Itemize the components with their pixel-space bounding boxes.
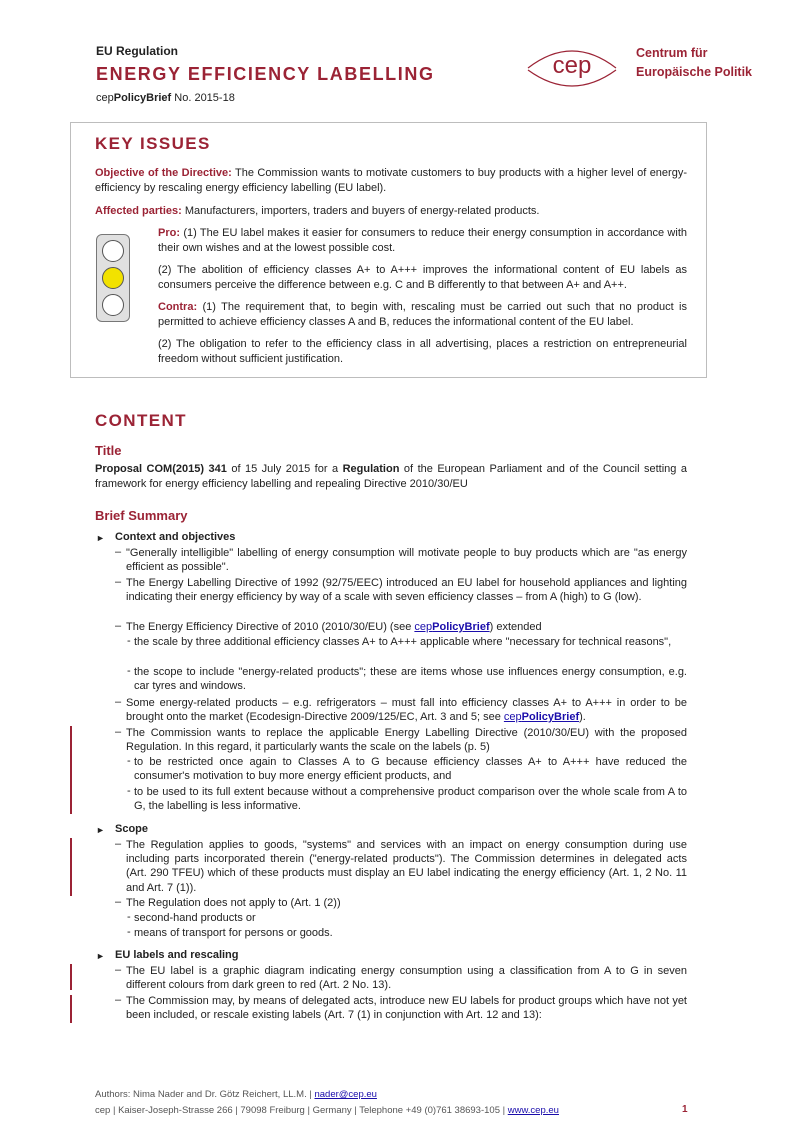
proposal-text: of the European Parliament and of the Council setting a framework for energy efficiency labelling and repealing Directive 2010/30/EU <box>95 463 687 490</box>
scope-item-1: The Regulation applies to goods, "systems" and services with an impact on energy consumption during use including parts incorporated therein ("energy-related products"). The Commission determines in delegated acts (Art. 290 TFEU) which of these products must display an EU label indicating the energy efficiency (Art. 1, 2 No. 11 and Art. 7 (1)). <box>126 839 687 894</box>
change-marker <box>70 964 72 990</box>
author-email-link[interactable]: nader@cep.eu <box>314 1089 377 1100</box>
sub-dash-icon: - <box>127 785 131 797</box>
link-policybrief: PolicyBrief <box>521 711 580 724</box>
context-item-4-end: ). <box>579 711 586 724</box>
dash-icon: – <box>115 726 122 738</box>
brief-no: No. 2015-18 <box>171 92 235 104</box>
pro-1-paragraph <box>158 226 687 255</box>
key-issues-title: KEY ISSUES <box>95 134 211 153</box>
pro-label: Pro: <box>158 227 180 239</box>
contra-1-paragraph <box>158 300 687 329</box>
link-policybrief: PolicyBrief <box>432 621 490 633</box>
context-item-5: The Commission wants to replace the applicable Energy Labelling Directive (2010/30/EU) with the proposed Regulation. In this regard, it particularly wants the scale on the labels (p. 5) <box>126 727 687 754</box>
traffic-light-icon <box>96 234 130 322</box>
objective-paragraph <box>95 166 687 195</box>
link-cep: cep <box>414 621 433 633</box>
traffic-light-middle-lamp-yellow <box>102 267 124 289</box>
labels-item-1: The EU label is a graphic diagram indicating energy consumption using a classification from A to G in seven different colours from dark green to red (Art. 2 No. 13). <box>126 965 687 992</box>
context-item-1: "Generally intelligible" labelling of energy consumption will motivate people to buy products which are "as energy efficient as possible". <box>126 547 687 574</box>
sub-dash-icon: - <box>127 911 131 923</box>
parties-label: Affected parties: <box>95 205 182 217</box>
context-item-5-sub-2: to be used to its full extent because without a comprehensive product comparison over the whole scale from A to G, the labelling is less informative. <box>134 786 687 813</box>
sub-dash-icon: - <box>127 665 131 677</box>
proposal-paragraph <box>95 462 687 491</box>
contra-2-paragraph: (2) The obligation to refer to the efficiency class in all advertising, places a restriction on entrepreneurial freedom without sufficient justification. <box>158 338 687 365</box>
traffic-light-top-lamp <box>102 240 124 262</box>
org-line-2: Europäische Politik <box>636 65 753 79</box>
change-marker <box>70 838 72 896</box>
dash-icon: – <box>115 994 122 1006</box>
context-heading: Context and objectives <box>115 531 236 543</box>
scope-heading: Scope <box>115 823 149 835</box>
sub-dash-icon: - <box>127 926 131 938</box>
policy-brief-number <box>96 92 235 104</box>
sub-dash-icon: - <box>127 635 131 647</box>
address-text: cep | Kaiser-Joseph-Strasse 266 | 79098 Freiburg | Germany | Telephone +49 (0)761 38693-105 | <box>95 1105 508 1116</box>
pro-2-paragraph: (2) The abolition of efficiency classes A+ to A+++ improves the informational content of EU labels as consumers perceive the difference between e.g. C and B differently to that between A+ and A++. <box>158 264 687 291</box>
pro-1-text: (1) The EU label makes it easier for consumers to reduce their energy consumption in accordance with their own wishes and at the lowest possible cost. <box>158 227 687 254</box>
objective-label: Objective of the Directive: <box>95 167 232 179</box>
dash-icon: – <box>115 576 122 588</box>
sub-dash-icon: - <box>127 755 131 767</box>
dash-icon: – <box>115 896 122 908</box>
context-item-3-end: ) extended <box>489 621 542 633</box>
page-number: 1 <box>682 1104 688 1115</box>
proposal-number: Proposal COM(2015) 341 <box>95 463 227 475</box>
contra-label: Contra: <box>158 301 198 313</box>
brief-name: PolicyBrief <box>113 92 172 104</box>
footer-authors <box>95 1089 377 1100</box>
title-subheading: Title <box>95 443 122 458</box>
org-line-1: Centrum für <box>636 46 708 60</box>
cep-policybrief-link[interactable] <box>504 711 579 723</box>
bullet-triangle-icon: ► <box>96 825 105 835</box>
context-item-3 <box>126 620 687 634</box>
cep-logo <box>522 40 622 90</box>
cep-policybrief-link[interactable] <box>414 621 489 633</box>
authors-text: Authors: Nima Nader and Dr. Götz Reichert, LL.M. | <box>95 1089 315 1100</box>
document-series: EU Regulation <box>96 44 179 58</box>
context-item-5-sub-1: to be restricted once again to Classes A to G because efficiency classes A+ to A+++ have reduced the consumer's motivation to buy more energy efficient products, and <box>134 756 687 783</box>
brief-prefix: cep <box>96 92 114 104</box>
labels-item-2: The Commission may, by means of delegated acts, introduce new EU labels for product groups which have not yet been included, or rescale existing labels (Art. 7 (1) in conjunction with Art. 12 and 13): <box>126 995 687 1022</box>
dash-icon: – <box>115 838 122 850</box>
affected-parties-paragraph <box>95 204 687 219</box>
contra-1-text: (1) The requirement that, to begin with, rescaling must be carried out such that no product is permitted to achieve efficiency classes A and B, reduces the informational content of the EU label. <box>158 301 687 328</box>
context-item-4 <box>126 696 687 724</box>
proposal-date: of 15 July 2015 for a <box>226 463 343 475</box>
scope-item-2: The Regulation does not apply to (Art. 1 (2)) <box>126 897 341 909</box>
link-cep: cep <box>503 711 522 724</box>
scope-item-2-sub-1: second-hand products or <box>134 912 256 924</box>
website-link[interactable]: www.cep.eu <box>507 1105 559 1116</box>
brief-summary-heading: Brief Summary <box>95 508 188 523</box>
scope-item-2-sub-2: means of transport for persons or goods. <box>134 927 333 939</box>
dash-icon: – <box>115 696 122 708</box>
context-item-4-text: Some energy-related products – e.g. refrigerators – must fall into efficiency classes A+ to A+++ in order to be brought onto the market (Ecodesign-Directive 2009/125/EC, Art. 3 and 5; see <box>126 697 687 724</box>
dash-icon: – <box>115 620 122 632</box>
change-marker <box>70 726 72 814</box>
eu-labels-heading: EU labels and rescaling <box>115 949 239 961</box>
organization-name <box>636 44 752 82</box>
dash-icon: – <box>115 964 122 976</box>
bullet-triangle-icon: ► <box>96 951 105 961</box>
logo-text: cep <box>552 52 592 79</box>
change-marker <box>70 995 72 1023</box>
bullet-triangle-icon: ► <box>96 533 105 543</box>
context-item-3-sub-2: the scope to include "energy-related products"; these are items whose use influences energy consumption, e.g. car tyres and windows. <box>134 666 687 693</box>
parties-text: Manufacturers, importers, traders and buyers of energy-related products. <box>181 205 540 217</box>
objective-text: The Commission wants to motivate customers to buy products with a higher level of energy-efficiency by rescaling energy efficiency labelling (EU label). <box>95 167 687 194</box>
content-title: CONTENT <box>95 411 187 430</box>
document-title: ENERGY EFFICIENCY LABELLING <box>96 64 435 84</box>
footer-address <box>95 1105 559 1116</box>
traffic-light-bottom-lamp <box>102 294 124 316</box>
context-item-3-text: The Energy Efficiency Directive of 2010 (2010/30/EU) (see <box>126 621 415 633</box>
context-item-3-sub-1: the scale by three additional efficiency classes A+ to A+++ applicable where "necessary for technical reasons", <box>134 636 672 648</box>
dash-icon: – <box>115 546 122 558</box>
context-item-2: The Energy Labelling Directive of 1992 (92/75/EEC) introduced an EU label for household appliances and lighting indicating their energy efficiency by way of a scale with seven efficiency classes – from A (high) to G (low). <box>126 577 687 604</box>
proposal-type: Regulation <box>342 463 400 475</box>
